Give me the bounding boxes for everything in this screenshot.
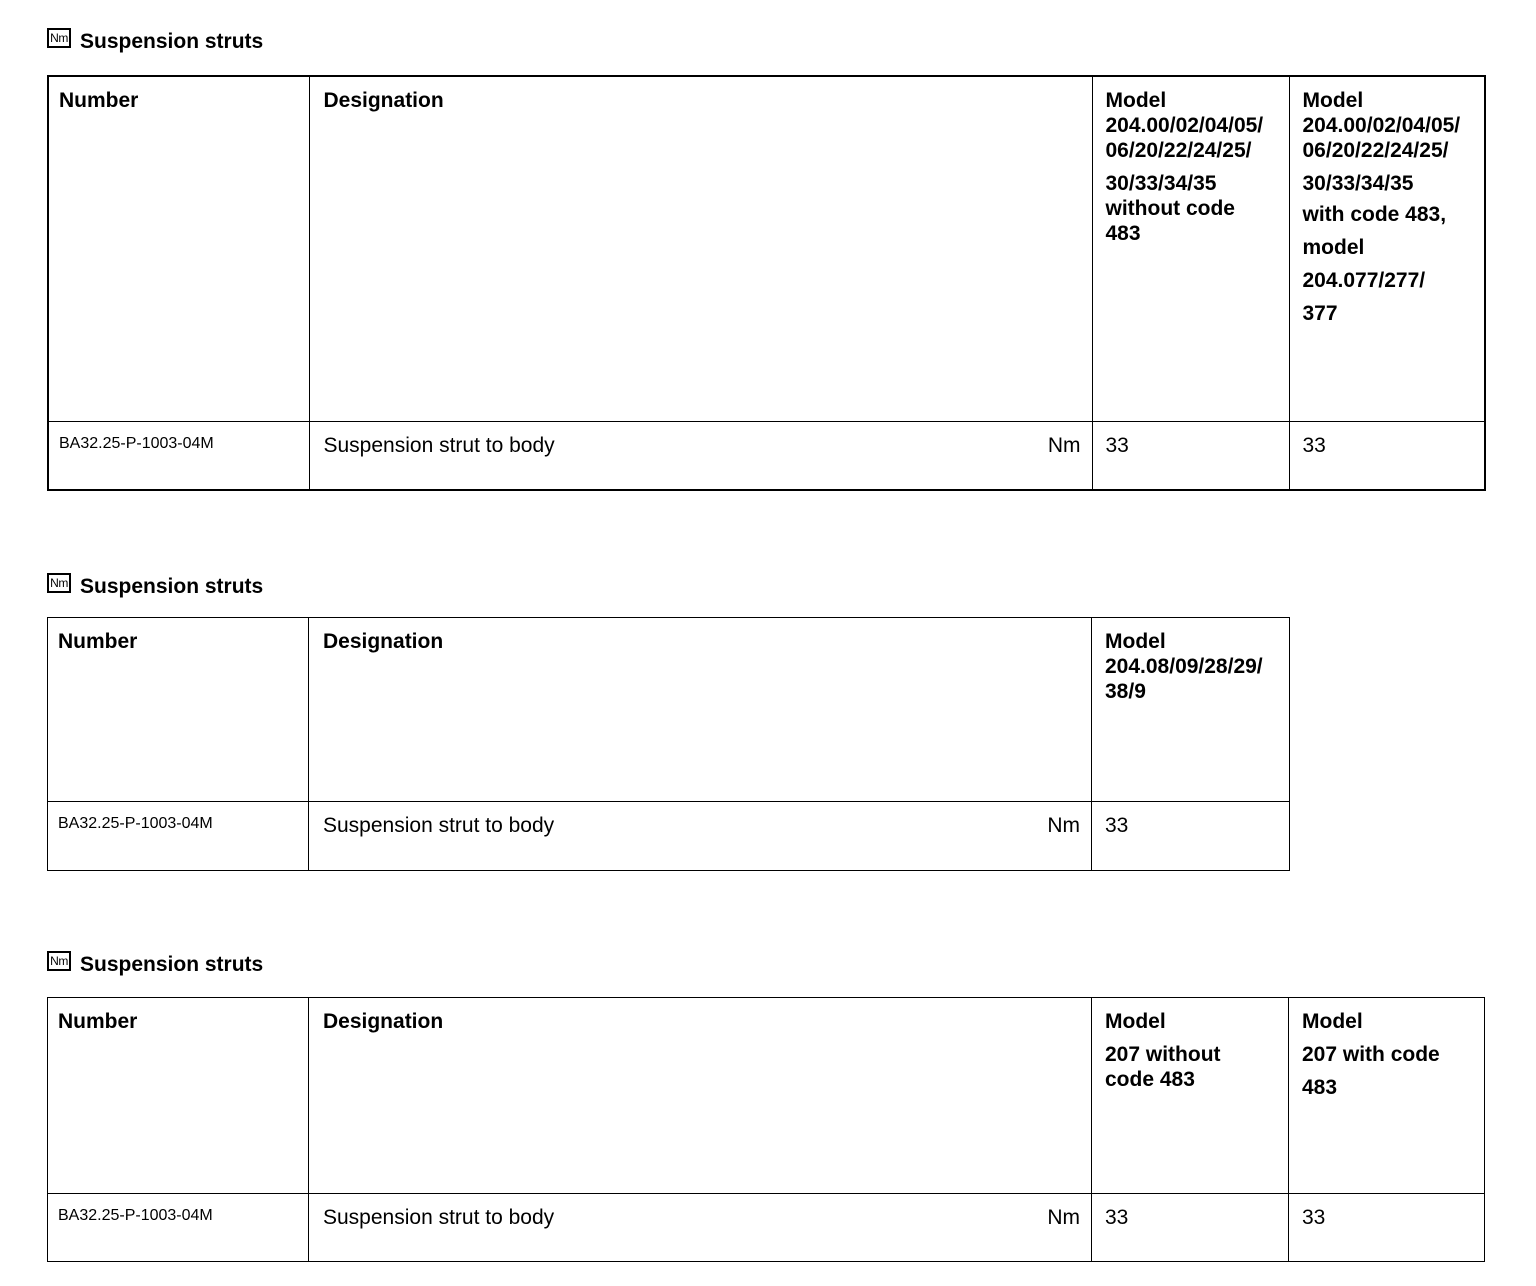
section-title-text: Suspension struts	[80, 575, 264, 598]
header-number: Number	[48, 618, 309, 802]
section-title-text: Suspension struts	[80, 30, 264, 53]
header-number: Number	[48, 998, 309, 1194]
torque-table	[47, 997, 1485, 1262]
table-header-row	[48, 76, 1485, 421]
unit-label: Nm	[1047, 433, 1081, 457]
table-row	[48, 421, 1485, 490]
torque-value: 33	[1092, 802, 1290, 871]
section-1	[47, 24, 1461, 457]
section-3	[47, 947, 1440, 1229]
table-row	[48, 1194, 1485, 1262]
header-designation: Designation	[309, 76, 1092, 421]
header-model: Model 207 without code 483	[1092, 998, 1289, 1194]
header-model: Model 204.00/02/04/05/ 06/20/22/24/25/ 30/33/34/35 without code 483	[1092, 76, 1289, 421]
torque-value: 33	[1092, 421, 1289, 490]
section-2	[47, 569, 1263, 837]
table-row	[48, 802, 1290, 871]
table-header-row	[48, 998, 1485, 1194]
header-designation: Designation	[309, 998, 1092, 1194]
torque-table	[47, 617, 1290, 871]
torque-value: 33	[1092, 1194, 1289, 1262]
section-title-text: Suspension struts	[80, 953, 264, 976]
designation-cell	[309, 802, 1092, 871]
unit-label: Nm	[1047, 814, 1080, 837]
torque-value: 33	[1289, 1194, 1485, 1262]
section-title	[47, 947, 263, 977]
part-number: BA32.25-P-1003-04M	[48, 421, 309, 490]
torque-nm-icon: Nm	[47, 951, 71, 971]
torque-nm-icon: Nm	[47, 573, 71, 593]
header-number: Number	[48, 76, 309, 421]
torque-nm-icon: Nm	[47, 28, 71, 48]
designation-cell	[309, 421, 1092, 490]
designation-text: Suspension strut to body	[323, 433, 555, 457]
part-number: BA32.25-P-1003-04M	[48, 1194, 309, 1262]
header-designation: Designation	[309, 618, 1092, 802]
designation-text: Suspension strut to body	[323, 1206, 555, 1229]
section-title	[47, 24, 263, 54]
header-model: Model 204.00/02/04/05/ 06/20/22/24/25/ 30/33/34/35 with code 483, model 204.077/277/ 377	[1289, 76, 1485, 421]
header-model: Model 204.08/09/28/29/ 38/9	[1092, 618, 1290, 802]
torque-value: 33	[1289, 421, 1485, 490]
designation-cell	[309, 1194, 1092, 1262]
unit-label: Nm	[1047, 1206, 1080, 1229]
section-title	[47, 569, 263, 599]
torque-table	[47, 75, 1486, 491]
part-number: BA32.25-P-1003-04M	[48, 802, 309, 871]
header-model: Model 207 with code 483	[1289, 998, 1485, 1194]
table-header-row	[48, 618, 1290, 802]
designation-text: Suspension strut to body	[323, 814, 555, 837]
